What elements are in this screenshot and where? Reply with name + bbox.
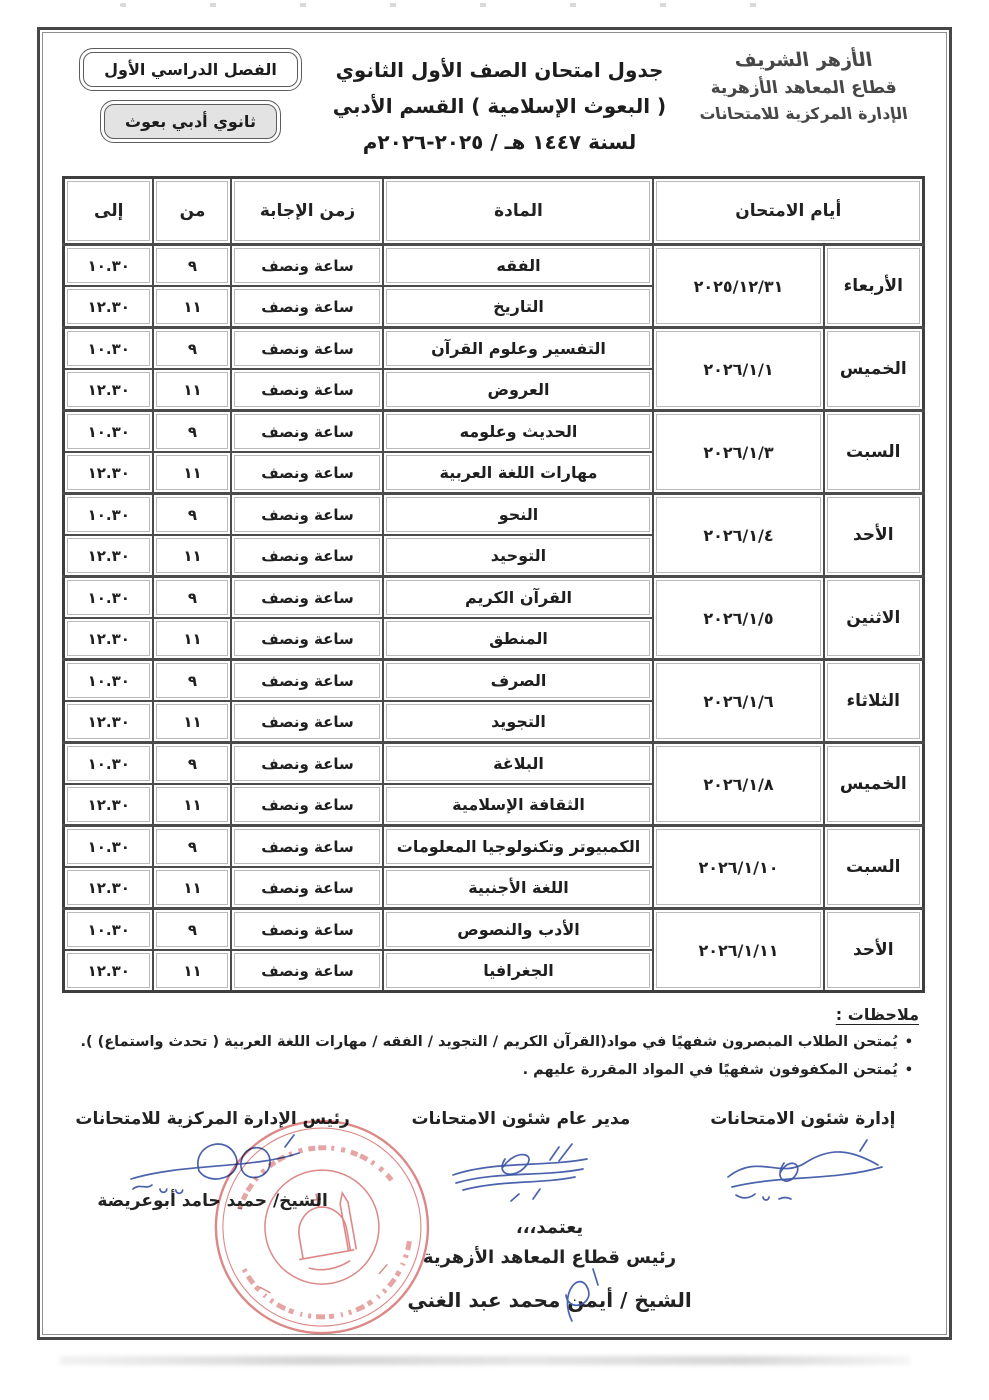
handwritten-signature-director-general: [441, 1131, 601, 1209]
exam-duration: ساعة ونصف: [231, 701, 383, 743]
semester-badge: الفصل الدراسي الأول: [83, 52, 298, 87]
title-line-3: لسنة ١٤٤٧ هـ / ٢٠٢٥-٢٠٢٦م: [362, 130, 637, 154]
exam-duration: ساعة ونصف: [231, 535, 383, 577]
day-group: [63, 660, 923, 743]
day-group: [63, 494, 923, 577]
exam-subject: الأدب والنصوص: [383, 909, 653, 951]
exam-duration: ساعة ونصف: [231, 245, 383, 287]
exam-day: الثلاثاء: [824, 660, 924, 743]
col-header-to: إلى: [63, 178, 153, 245]
scan-artifact-top: [120, 3, 820, 7]
exam-end-time: ١٠.٣٠: [63, 660, 153, 702]
exam-start-time: ١١: [153, 950, 231, 992]
exam-day: الأربعاء: [824, 245, 924, 328]
azhar-calligraphy-logo: [676, 44, 931, 127]
exam-row: [63, 577, 923, 619]
exam-start-time: ١١: [153, 784, 231, 826]
signatures-row: [40, 1109, 949, 1211]
exam-subject: التجويد: [383, 701, 653, 743]
approver-name: الشيخ / أيمن محمد عبد الغني: [407, 1287, 692, 1312]
exam-row: [63, 328, 923, 370]
exam-row: [63, 411, 923, 453]
exam-day: الخميس: [824, 743, 924, 826]
table-header-row: [63, 178, 923, 245]
col-header-from: من: [153, 178, 231, 245]
day-group: [63, 411, 923, 494]
exam-day: السبت: [824, 826, 924, 909]
exam-duration: ساعة ونصف: [231, 784, 383, 826]
org-name: الأزهر الشريف: [732, 49, 874, 71]
col-header-duration: زمن الإجابة: [231, 178, 383, 245]
exam-row: [63, 494, 923, 536]
exam-day: الأحد: [824, 494, 924, 577]
org-administration: الإدارة المركزية للامتحانات: [697, 103, 909, 123]
note-item: • يُمتحن الطلاب المبصرون شفهيًا في مواد(القرآن الكريم / التجويد / الفقه / مهارات اللغة العربية ( تحدث واستماع) ).: [70, 1028, 913, 1056]
exam-day: الخميس: [824, 328, 924, 411]
exam-subject: التفسير وعلوم القرآن: [383, 328, 653, 370]
exam-end-time: ١٠.٣٠: [63, 743, 153, 785]
exam-subject: التوحيد: [383, 535, 653, 577]
exam-start-time: ٩: [153, 411, 231, 453]
exam-end-time: ١٢.٣٠: [63, 701, 153, 743]
signature-name-central-admin-head: الشيخ/ حميد حامد أبوعريضة: [97, 1190, 328, 1211]
exam-duration: ساعة ونصف: [231, 867, 383, 909]
day-group: [63, 743, 923, 826]
handwritten-signature-approver: [538, 1255, 618, 1335]
exam-end-time: ١٠.٣٠: [63, 494, 153, 536]
exam-duration: ساعة ونصف: [231, 286, 383, 328]
exam-subject: النحو: [383, 494, 653, 536]
exam-start-time: ٩: [153, 743, 231, 785]
exam-start-time: ١١: [153, 867, 231, 909]
exam-duration: ساعة ونصف: [231, 494, 383, 536]
exam-subject: الثقافة الإسلامية: [383, 784, 653, 826]
note-item: • يُمتحن المكفوفون شفهيًا في المواد المقررة عليهم .: [70, 1056, 913, 1084]
day-group: [63, 909, 923, 992]
header-badges: [58, 44, 323, 139]
exam-subject: التاريخ: [383, 286, 653, 328]
approver-title: رئيس قطاع المعاهد الأزهرية: [422, 1247, 677, 1269]
exam-row: [63, 909, 923, 951]
exam-end-time: ١٠.٣٠: [63, 577, 153, 619]
exam-duration: ساعة ونصف: [231, 660, 383, 702]
exam-date: ٢٠٢٦/١/٣: [653, 411, 823, 494]
exam-start-time: ٩: [153, 577, 231, 619]
exam-subject: القرآن الكريم: [383, 577, 653, 619]
document-header: [40, 30, 949, 160]
exam-end-time: ١٢.٣٠: [63, 618, 153, 660]
exam-start-time: ٩: [153, 909, 231, 951]
day-group: [63, 826, 923, 909]
exam-end-time: ١٠.٣٠: [63, 909, 153, 951]
exam-duration: ساعة ونصف: [231, 369, 383, 411]
handwritten-signature-exam-affairs: [710, 1131, 895, 1209]
exam-duration: ساعة ونصف: [231, 328, 383, 370]
exam-date: ٢٠٢٦/١/٦: [653, 660, 823, 743]
exam-subject: الحديث وعلومه: [383, 411, 653, 453]
exam-start-time: ١١: [153, 701, 231, 743]
exam-date: ٢٠٢٥/١٢/٣١: [653, 245, 823, 328]
exam-schedule-table: [62, 176, 925, 993]
exam-duration: ساعة ونصف: [231, 411, 383, 453]
exam-subject: الجغرافيا: [383, 950, 653, 992]
scan-artifact-bottom: [60, 1356, 910, 1365]
exam-date: ٢٠٢٦/١/٨: [653, 743, 823, 826]
exam-subject: الصرف: [383, 660, 653, 702]
exam-subject: الفقه: [383, 245, 653, 287]
exam-start-time: ١١: [153, 286, 231, 328]
exam-end-time: ١٠.٣٠: [63, 826, 153, 868]
exam-row: [63, 743, 923, 785]
exam-duration: ساعة ونصف: [231, 743, 383, 785]
exam-end-time: ١٢.٣٠: [63, 286, 153, 328]
exam-end-time: ١٠.٣٠: [63, 411, 153, 453]
exam-end-time: ١٢.٣٠: [63, 784, 153, 826]
exam-end-time: ١٢.٣٠: [63, 369, 153, 411]
title-line-2: ( البعوث الإسلامية ) القسم الأدبي: [332, 94, 667, 118]
exam-day: السبت: [824, 411, 924, 494]
exam-subject: اللغة الأجنبية: [383, 867, 653, 909]
document-frame: [37, 27, 952, 1340]
exam-subject: مهارات اللغة العربية: [383, 452, 653, 494]
exam-row: [63, 826, 923, 868]
exam-end-time: ١٢.٣٠: [63, 950, 153, 992]
day-group: [63, 245, 923, 328]
signature-title-exam-affairs: إدارة شئون الامتحانات: [710, 1108, 896, 1129]
exam-day: الأحد: [824, 909, 924, 992]
exam-day: الاثنين: [824, 577, 924, 660]
exam-date: ٢٠٢٦/١/٥: [653, 577, 823, 660]
notes-list: [70, 1028, 913, 1085]
exam-end-time: ١٢.٣٠: [63, 452, 153, 494]
exam-start-time: ١١: [153, 452, 231, 494]
exam-subject: المنطق: [383, 618, 653, 660]
exam-duration: ساعة ونصف: [231, 452, 383, 494]
col-header-subject: المادة: [383, 178, 653, 245]
day-group: [63, 577, 923, 660]
exam-start-time: ٩: [153, 245, 231, 287]
signature-title-central-admin-head: رئيس الإدارة المركزية للامتحانات: [75, 1108, 350, 1129]
exam-start-time: ٩: [153, 660, 231, 702]
exam-date: ٢٠٢٦/١/١٠: [653, 826, 823, 909]
exam-duration: ساعة ونصف: [231, 826, 383, 868]
exam-subject: البلاغة: [383, 743, 653, 785]
exam-duration: ساعة ونصف: [231, 618, 383, 660]
exam-start-time: ٩: [153, 328, 231, 370]
exam-date: ٢٠٢٦/١/١١: [653, 909, 823, 992]
notes-section: [40, 993, 949, 1085]
exam-duration: ساعة ونصف: [231, 909, 383, 951]
exam-start-time: ١١: [153, 535, 231, 577]
signature-block-exam-affairs: [671, 1109, 935, 1211]
exam-subject: العروض: [383, 369, 653, 411]
exam-end-time: ١٠.٣٠: [63, 328, 153, 370]
approval-label: يعتمد،،،: [515, 1216, 584, 1238]
exam-start-time: ١١: [153, 618, 231, 660]
table-container: [40, 160, 949, 993]
signature-title-director-general: مدير عام شئون الامتحانات: [411, 1108, 631, 1129]
exam-row: [63, 660, 923, 702]
exam-date: ٢٠٢٦/١/١: [653, 328, 823, 411]
exam-end-time: ١٠.٣٠: [63, 245, 153, 287]
exam-start-time: ١١: [153, 369, 231, 411]
page-title: [323, 44, 676, 160]
org-sector: قطاع المعاهد الأزهرية: [708, 78, 898, 99]
exam-end-time: ١٢.٣٠: [63, 867, 153, 909]
day-group: [63, 328, 923, 411]
official-round-stamp: [192, 1097, 453, 1358]
exam-row: [63, 245, 923, 287]
col-header-exam-days: أيام الامتحان: [653, 178, 923, 245]
exam-date: ٢٠٢٦/١/٤: [653, 494, 823, 577]
exam-duration: ساعة ونصف: [231, 577, 383, 619]
exam-subject: الكمبيوتر وتكنولوجيا المعلومات: [383, 826, 653, 868]
exam-end-time: ١٢.٣٠: [63, 535, 153, 577]
exam-duration: ساعة ونصف: [231, 950, 383, 992]
notes-heading: ملاحظات :: [835, 1005, 919, 1024]
track-badge: ثانوي أدبي بعوث: [104, 104, 277, 139]
exam-start-time: ٩: [153, 826, 231, 868]
title-line-1: جدول امتحان الصف الأول الثانوي: [335, 58, 664, 82]
table-header: [63, 178, 923, 245]
exam-start-time: ٩: [153, 494, 231, 536]
